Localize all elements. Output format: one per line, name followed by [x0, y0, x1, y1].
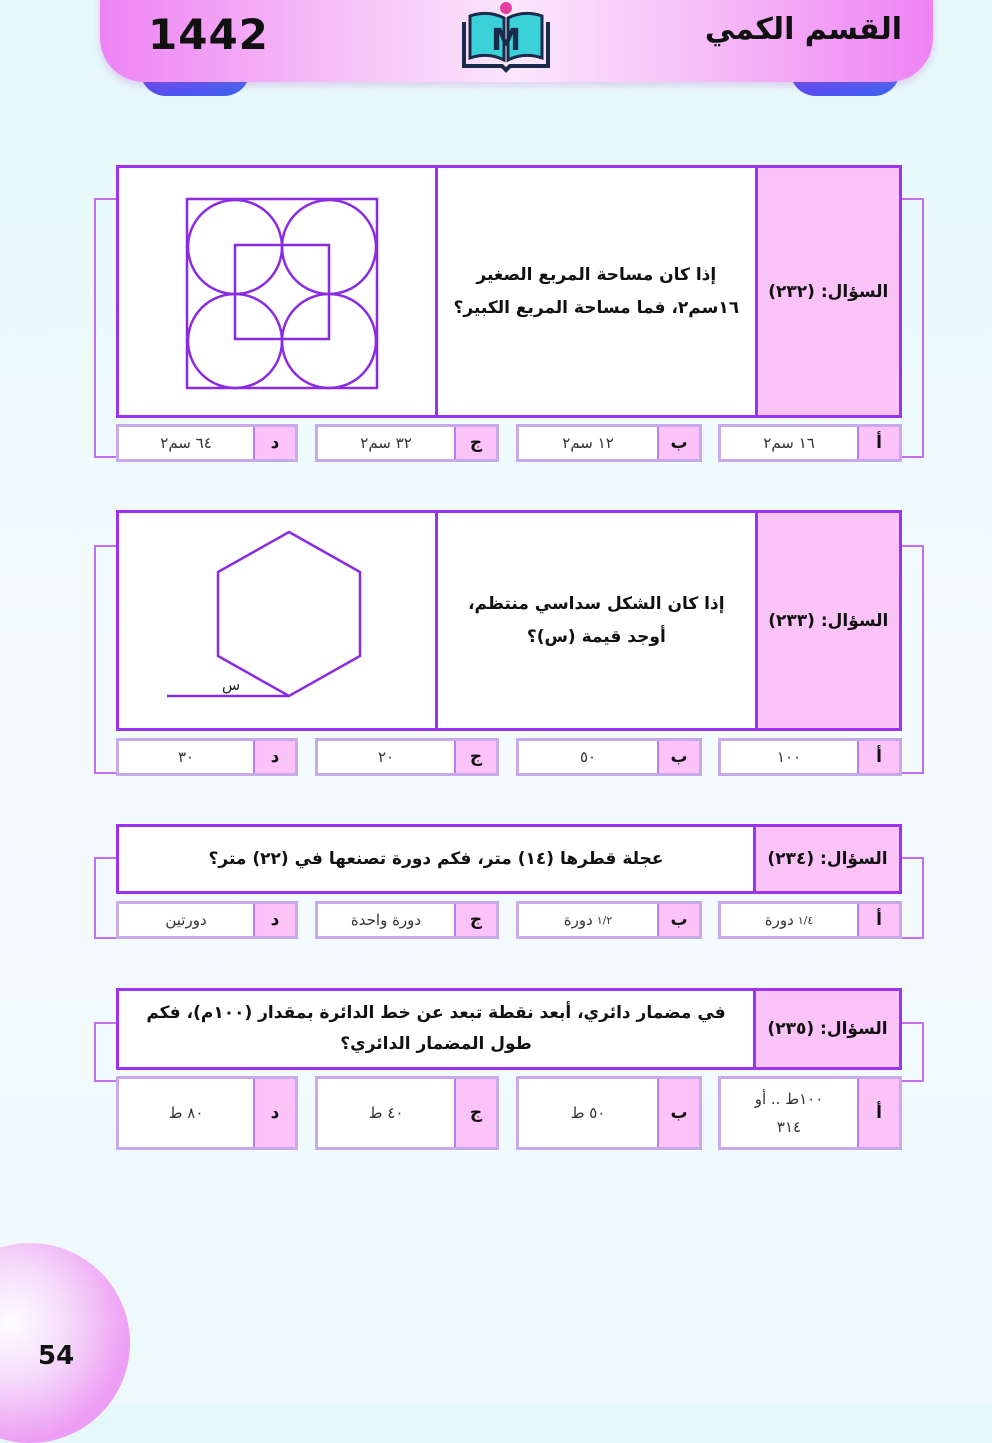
- logo-letter: M: [491, 23, 521, 58]
- q234-box: [116, 824, 902, 894]
- q234-label: السؤال: (٢٣٤): [753, 827, 899, 891]
- q233-option-d[interactable]: [116, 738, 298, 776]
- hexagon-diagram: [119, 513, 435, 728]
- q235-option-d[interactable]: [116, 1076, 298, 1150]
- q232-option-b[interactable]: [516, 424, 702, 462]
- q233-frame-right: [902, 545, 924, 774]
- option-value: [721, 1079, 857, 1147]
- q234-option-a[interactable]: [718, 901, 902, 939]
- option-letter: ب: [657, 1079, 699, 1147]
- option-value: ٣٠: [177, 748, 195, 766]
- option-value: ٣٢ سم٢: [360, 434, 412, 452]
- option-value: [721, 904, 857, 936]
- q235-box: [116, 988, 902, 1070]
- q234-option-c[interactable]: [315, 901, 499, 939]
- q232-text-line1: إذا كان مساحة المربع الصغير: [476, 265, 717, 286]
- q233-options: [116, 738, 902, 776]
- q233-frame-left: [94, 545, 118, 774]
- option-value: ١٠٠: [776, 748, 802, 766]
- option-fraction: ١/٤: [797, 913, 814, 927]
- q233-option-b[interactable]: [516, 738, 702, 776]
- q235-option-c[interactable]: [315, 1076, 499, 1150]
- q232-text-line2: ١٦سم٢، فما مساحة المربع الكبير؟: [453, 297, 740, 318]
- q233-text-line1: إذا كان الشكل سداسي منتظم،: [468, 594, 725, 615]
- q232-frame-left: [94, 198, 118, 458]
- option-letter: د: [253, 741, 295, 773]
- option-letter: ج: [454, 741, 496, 773]
- option-letter: ب: [657, 427, 699, 459]
- q232-option-a[interactable]: [718, 424, 902, 462]
- option-letter: ب: [657, 741, 699, 773]
- option-value: ١٢ سم٢: [562, 434, 614, 452]
- q234-option-b[interactable]: [516, 901, 702, 939]
- q235-text-line2: طول المضمار الدائري؟: [340, 1034, 532, 1054]
- q235-options: [116, 1076, 902, 1150]
- option-letter: أ: [857, 904, 899, 936]
- q234-options: [116, 901, 902, 939]
- q232-option-d[interactable]: [116, 424, 298, 462]
- q235-frame-right: [902, 1022, 924, 1082]
- q233-text-line2: أوجد قيمة (س)؟: [526, 626, 666, 647]
- q233-option-a[interactable]: [718, 738, 902, 776]
- q235-label: السؤال: (٢٣٥): [753, 991, 899, 1067]
- option-letter: ج: [454, 904, 496, 936]
- option-value: ٢٠: [377, 748, 395, 766]
- section-title: القسم الكمي: [704, 12, 902, 47]
- option-text: دورة: [563, 911, 593, 929]
- option-fraction: ١/٢: [596, 913, 613, 927]
- option-letter: أ: [857, 1079, 899, 1147]
- q235-text: [119, 991, 753, 1067]
- q232-text: [438, 168, 755, 415]
- q232-box: [116, 165, 902, 418]
- option-value: ٦٤ سم٢: [160, 434, 212, 452]
- q234-frame-right: [902, 857, 924, 939]
- q232-options: [116, 424, 902, 462]
- option-text-2: ٣١٤: [776, 1118, 802, 1136]
- option-letter: د: [253, 1079, 295, 1147]
- option-letter: ج: [454, 427, 496, 459]
- q232-figure: [119, 168, 438, 415]
- option-value: ٥٠ ط: [570, 1104, 606, 1122]
- option-value: ٥٠: [579, 748, 597, 766]
- option-letter: د: [253, 904, 295, 936]
- option-value: ١٦ سم٢: [763, 434, 815, 452]
- q233-label: السؤال: (٢٣٣): [755, 513, 899, 728]
- q235-frame-left: [94, 1022, 118, 1082]
- q234-option-d[interactable]: [116, 901, 298, 939]
- book-logo-icon: [458, 0, 554, 74]
- q235-text-line1: في مضمار دائري، أبعد نقطة تبعد عن خط الدائرة بمقدار (١٠٠م)، فكم: [146, 1003, 726, 1024]
- squares-circles-diagram: [119, 168, 435, 415]
- q234-text: عجلة قطرها (١٤) متر، فكم دورة تصنعها في (٢٢) متر؟: [208, 848, 664, 869]
- hexagon-angle-label: س: [221, 676, 241, 694]
- year-label: 1442: [148, 10, 269, 59]
- option-letter: أ: [857, 741, 899, 773]
- q232-frame-right: [902, 198, 924, 458]
- q233-text: [438, 513, 755, 728]
- option-value: دورتين: [165, 911, 207, 929]
- q235-option-b[interactable]: [516, 1076, 702, 1150]
- page-number: 54: [38, 1341, 75, 1371]
- option-value: دورة واحدة: [350, 911, 422, 929]
- q232-option-c[interactable]: [315, 424, 499, 462]
- option-value: ٨٠ ط: [168, 1104, 204, 1122]
- q232-label: السؤال: (٢٣٢): [755, 168, 899, 415]
- q235-option-a[interactable]: [718, 1076, 902, 1150]
- option-letter: د: [253, 427, 295, 459]
- q234-frame-left: [94, 857, 118, 939]
- option-letter: أ: [857, 427, 899, 459]
- option-letter: ب: [657, 904, 699, 936]
- option-text: ١٠٠ط .. أو: [754, 1089, 824, 1108]
- option-value: [519, 904, 657, 936]
- q233-box: [116, 510, 902, 731]
- option-text: دورة: [764, 911, 794, 929]
- q233-option-c[interactable]: [315, 738, 499, 776]
- q233-figure: [119, 513, 438, 728]
- option-value: ٤٠ ط: [368, 1104, 404, 1122]
- option-letter: ج: [454, 1079, 496, 1147]
